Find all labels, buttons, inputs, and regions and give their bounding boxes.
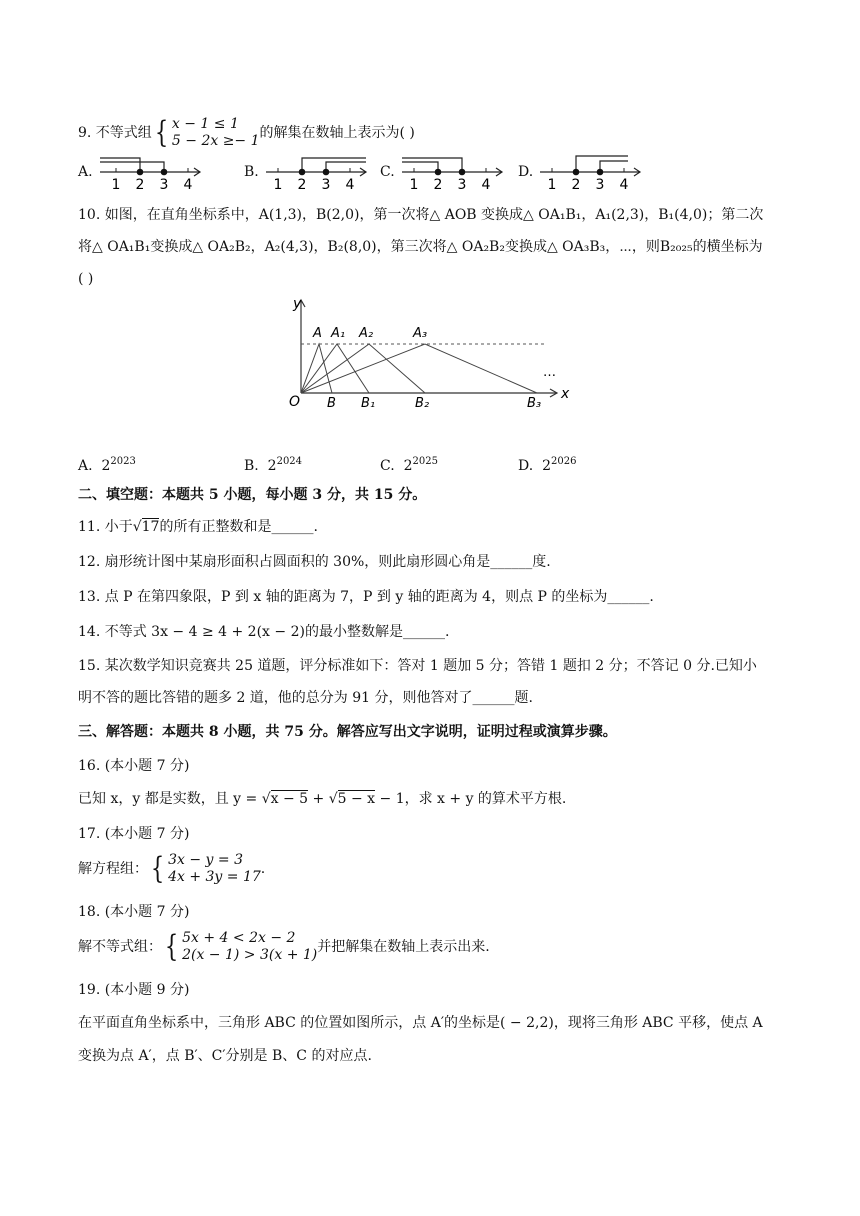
q9-option-c-numberline (398, 150, 510, 192)
question-10-line-3: ( ) (78, 271, 94, 287)
question-19-line-1: 在平面直角坐标系中，三角形 ABC 的位置如图所示，点 A′的坐标是( − 2,2)，现将三角形 ABC 平移，使点 A (78, 1015, 763, 1031)
q9-option-d-label: D. (518, 164, 534, 180)
q17-equation-system: { 3x − y = 3 4x + 3y = 17 (150, 851, 261, 886)
q9-tail: 的解集在数轴上表示为( ) (259, 125, 415, 141)
svg-text:1: 1 (111, 177, 121, 192)
q9-option-b-numberline (262, 150, 374, 192)
q10-option-c: C. $2^{2025}$ (380, 456, 438, 474)
q10-label-b3: B₃ (527, 396, 542, 411)
q9-row-1: x − 1 ≤ 1 (171, 116, 239, 132)
question-15-line-2: 明不答的题比答错的题多 2 道，他的总分为 91 分，则他答对了______题. (78, 690, 533, 706)
question-16-body: 已知 x，y 都是实数，且 y = √x − 5 + √5 − x − 1，求 x + y 的算术平方根. (78, 791, 567, 807)
svg-text:3: 3 (595, 177, 605, 192)
svg-text:4: 4 (345, 177, 355, 192)
question-17-heading: 17. (本小题 7 分) (78, 826, 190, 842)
svg-text:4: 4 (183, 177, 193, 192)
svg-text:2: 2 (135, 177, 145, 192)
radicand-2: 5 − x (337, 791, 376, 807)
q10-triangle-aob (301, 344, 332, 393)
q10-figure (285, 290, 575, 412)
q10-label-b: B (327, 396, 336, 411)
svg-text:3: 3 (159, 177, 169, 192)
question-16-heading: 16. (本小题 7 分) (78, 758, 190, 774)
q9-option-b-label: B. (244, 164, 259, 180)
q9-option-c-label: C. (380, 164, 395, 180)
radicand-1: x − 5 (270, 791, 309, 807)
q10-label-b1: B₁ (361, 396, 376, 411)
question-9-stem (78, 116, 415, 150)
svg-text:1: 1 (409, 177, 419, 192)
svg-text:3: 3 (321, 177, 331, 192)
svg-text:1: 1 (273, 177, 283, 192)
q10-y-label: y (293, 296, 302, 312)
question-12: 12. 扇形统计图中某扇形面积占圆面积的 30%，则此扇形圆心角是______度. (78, 554, 551, 570)
q10-ellipsis: … (543, 365, 556, 380)
radicand: 17 (141, 519, 160, 535)
question-19-line-2: 变换为点 A′，点 B′、C′分别是 B、C 的对应点. (78, 1048, 372, 1064)
question-18-body: 解不等式组： { 5x + 4 < 2x − 2 2(x − 1) > 3(x + 1) 并把解集在数轴上表示出来. (78, 929, 490, 964)
q9-inequality-system: { x − 1 ≤ 1 5 − 2x ≥− 1 (154, 115, 260, 150)
svg-text:2: 2 (433, 177, 443, 192)
q9-option-d-numberline (536, 150, 648, 192)
q10-option-b: B. $2^{2024}$ (244, 456, 303, 474)
q10-triangle-oa3b3 (301, 344, 537, 393)
q10-label-b2: B₂ (415, 396, 430, 411)
q10-label-a1: A₁ (331, 326, 346, 341)
question-15-line-1: 15. 某次数学知识竞赛共 25 道题，评分标准如下：答对 1 题加 5 分；答错 1 题扣 2 分；不答记 0 分.已知小 (78, 658, 757, 674)
question-18-heading: 18. (本小题 7 分) (78, 904, 190, 920)
q10-label-a: A (313, 326, 322, 341)
question-14: 14. 不等式 3x − 4 ≥ 4 + 2(x − 2)的最小整数解是______. (78, 624, 450, 640)
question-19-heading: 19. (本小题 9 分) (78, 982, 190, 998)
svg-text:3: 3 (457, 177, 467, 192)
svg-text:4: 4 (481, 177, 491, 192)
q10-label-a3: A₃ (413, 326, 428, 341)
q10-label-a2: A₂ (359, 326, 374, 341)
q10-x-label: x (561, 386, 570, 402)
section-3-heading: 三、解答题：本题共 8 小题，共 75 分。解答应写出文字说明，证明过程或演算步骤。 (78, 724, 617, 740)
question-11: 11. 小于√17的所有正整数和是______. (78, 519, 318, 535)
svg-text:1: 1 (547, 177, 557, 192)
question-10-line-2: 将△ OA₁B₁变换成△ OA₂B₂，A₂(4,3)，B₂(8,0)，第三次将△ OA₂B₂变换成△ OA₃B₃，⋯，则B₂₀₂₅的横坐标为 (78, 239, 763, 255)
q18-inequality-system: { 5x + 4 < 2x − 2 2(x − 1) > 3(x + 1) (164, 929, 318, 964)
question-10-line-1: 10. 如图，在直角坐标系中，A(1,3)，B(2,0)，第一次将△ AOB 变换成△ OA₁B₁，A₁(2,3)，B₁(4,0)；第二次 (78, 207, 764, 223)
q9-option-a-numberline (96, 150, 208, 192)
svg-text:4: 4 (619, 177, 629, 192)
q10-option-d: D. $2^{2026}$ (518, 456, 577, 474)
question-17-body: 解方程组： { 3x − y = 3 4x + 3y = 17 . (78, 851, 266, 886)
section-2-heading: 二、填空题：本题共 5 小题，每小题 3 分，共 15 分。 (78, 487, 427, 503)
q10-option-a: A. $2^{2023}$ (78, 456, 136, 474)
q9-option-a-label: A. (78, 164, 93, 180)
sqrt-symbol: √ (132, 519, 142, 535)
question-13: 13. 点 P 在第四象限，P 到 x 轴的距离为 7，P 到 y 轴的距离为 4，则点 P 的坐标为______. (78, 589, 654, 605)
q10-origin-label: O (289, 394, 301, 410)
svg-text:2: 2 (297, 177, 307, 192)
q9-number: 9. 不等式组 (78, 125, 152, 141)
svg-text:2: 2 (571, 177, 581, 192)
q9-row-2: 5 − 2x ≥− 1 (171, 133, 260, 149)
